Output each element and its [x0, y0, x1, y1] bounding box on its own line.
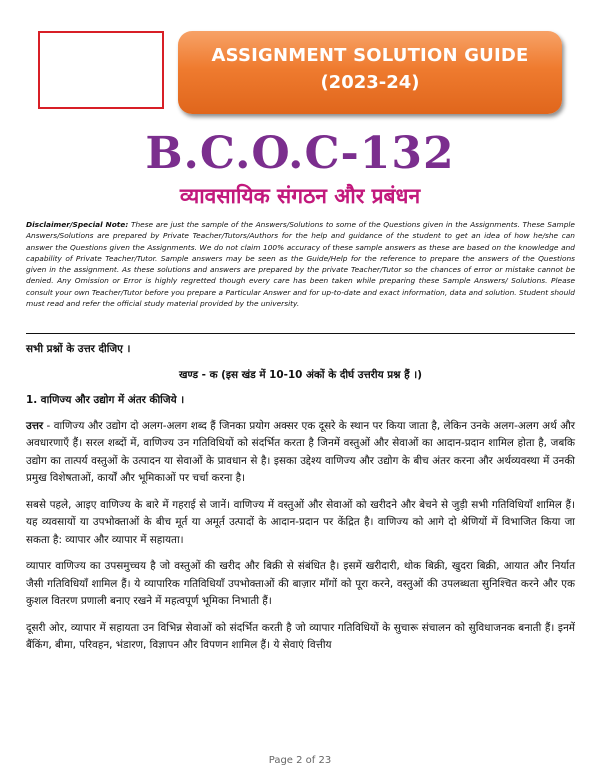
question-heading: 1. वाणिज्य और उद्योग में अंतर कीजिये । [26, 394, 185, 406]
answer-intro-text: - वाणिज्य और उद्योग दो अलग-अलग शब्द हैं जिनका प्रयोग अक्सर एक दूसरे के स्थान पर किया जाता है, लेकिन उनके अलग-अलग अर्थ और अवधारणाएँ हैं। सरल शब्दों में, वाणिज्य उन गतिविधियों को संदर्भित करता है जिनमें वस्तुओं और सेवाओं का आदान-प्रदान शामिल होता है, जबकि उद्योग का तात्पर्य वस्तुओं के उत्पादन या सेवाओं के प्रावधान से है। इसका उद्देश्य वाणिज्य और उद्योग के बीच अंतर करना और अर्थव्यवस्था में उनकी प्रमुख विशेषताओं, कार्यों और भूमिकाओं पर चर्चा करना है। [26, 419, 575, 484]
disclaimer-text: These are just the sample of the Answers/Solutions to some of the Questions given in the Assignments. These Sample Answers/Solutions are prepared by Private Teacher/Tutors/Authors for the help and guidance of the student to get an idea of how he/she can answer the Questions given the Assignments. We do not claim 100% accuracy of these sample answers as these are based on the knowledge and capability of Private Teacher/Tutor. Sample answers may be seen as the Guide/Help for the reference to prepare the answers of the Questions given in the assignment. As these solutions and answers are prepared by the private Teacher/Tutor so the chances of error or mistake cannot be denied. Any Omission or Error is highly regretted though every care has been taken while preparing these Sample Answers/ Solutions. Please consult your own Teacher/Tutor before you prepare a Particular Answer and for up-to-date and exact information, data and solution. Student should must read and refer the official study material provided by the university. [26, 220, 575, 309]
banner-year: (2023-24) [320, 72, 420, 93]
page-number: Page 2 of 23 [268, 755, 332, 766]
assignment-guide-banner [178, 31, 562, 114]
answer-paragraph-3: व्यापार वाणिज्य का उपसमुच्चय है जो वस्तुओं की खरीद और बिक्री से संबंधित है। इसमें खरीदारी, थोक बिक्री, खुदरा बिक्री, आयात और निर्यात जैसी गतिविधियाँ शामिल हैं। ये व्यापारिक गतिविधियाँ उपभोक्ताओं की बाज़ार माँगों को पूरा करने, वस्तुओं की उपलब्धता सुनिश्चित करने और एक कुशल वितरण प्रणाली बनाए रखने में महत्वपूर्ण भूमिका निभाती हैं। [26, 560, 575, 607]
logo-placeholder-box [38, 31, 164, 109]
course-code: B.C.O.C-132 [145, 128, 455, 179]
answer-paragraph-2: सबसे पहले, आइए वाणिज्य के बारे में गहराई से जानें। वाणिज्य में वस्तुओं और सेवाओं को खरीदने और बेचने से जुड़ी सभी गतिविधियाँ शामिल हैं। यह व्यवसायों या उपभोक्ताओं के बीच मूर्त या अमूर्त उत्पादों के आदान-प्रदान पर केंद्रित है। वाणिज्य को आगे दो श्रेणियों में विभाजित किया जा सकता है: व्यापार और व्यापार में सहायता। [26, 498, 575, 546]
course-title: व्यावसायिक संगठन और प्रबंधन [179, 184, 421, 208]
instruction-text: सभी प्रश्नों के उत्तर दीजिए । [26, 343, 131, 355]
answer-paragraph-1 [26, 418, 575, 488]
answer-paragraph-4: दूसरी ओर, व्यापार में सहायता उन विभिन्न सेवाओं को संदर्भित करती है जो व्यापार गतिविधियों के सुचारू संचालन को सुविधाजनक बनाती हैं। इनमें बैंकिंग, बीमा, परिवहन, भंडारण, विज्ञापन और विपणन शामिल हैं। ये सेवाएं वित्तीय [26, 621, 575, 651]
section-heading: खण्ड - क (इस खंड में 10-10 अंकों के दीर्घ उत्तरीय प्रश्न हैं ।) [179, 368, 422, 381]
disclaimer-note [26, 219, 575, 309]
banner-title: ASSIGNMENT SOLUTION GUIDE [211, 45, 529, 66]
disclaimer-label: Disclaimer/Special Note: [26, 220, 129, 229]
divider-line [26, 333, 575, 334]
answer-content [26, 341, 575, 664]
answer-label: उत्तर [26, 419, 44, 432]
